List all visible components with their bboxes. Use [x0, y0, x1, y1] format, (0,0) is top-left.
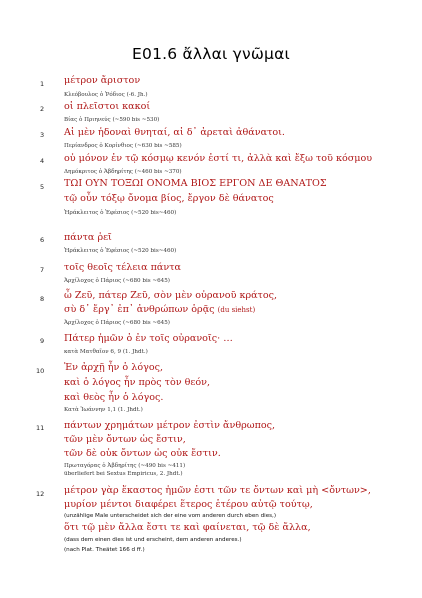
greek-line: καὶ θεὸς ἦν ὁ λόγος.	[64, 392, 164, 403]
quote-source: Ἡράκλειτος ὁ Ἐφέσιος (~520 bis~460)	[64, 248, 177, 254]
greek-line: οἱ πλεῖστοι κακοί	[64, 101, 151, 112]
translation-note: (dass dem einen dies ist und erscheint, dem anderen anderes.)	[64, 537, 242, 543]
greek-line: ΤΩΙ ΟΥΝ ΤΟΞΩΙ ΟΝΟΜΑ ΒΙΟΣ ΕΡΓΟΝ ΔΕ ΘΑΝΑΤΟΣ	[64, 178, 327, 189]
greek-line: τῶν δὲ οὐκ ὄντων ὡς οὐκ ἔστιν.	[64, 448, 221, 459]
entry-number: 3	[40, 131, 45, 139]
greek-line: μέτρον γὰρ ἕκαστος ἡμῶν ἐστι τῶν τε ὄντων καὶ μὴ <ὄντων>,	[64, 485, 371, 496]
greek-text: σὺ δ᾽ ἔργ᾽ ἐπ᾽ ἀνθρώπων ὁρᾷς	[64, 304, 215, 315]
quote-source: Κλεόβουλος ὁ Ῥόδιος (-6. Jh.)	[64, 92, 148, 98]
quote-source: Ἀρχίλοχος ὁ Πάριος (~680 bis ~645)	[64, 320, 170, 326]
greek-line: Αἱ μὲν ἡδοναὶ θνηταί, αἱ δ᾽ ἀρεταὶ ἀθάνατοι.	[64, 127, 285, 138]
greek-line: τῷ οὖν τόξῳ ὄνομα βίος, ἔργον δὲ θάνατος	[64, 193, 274, 204]
quote-source: Ἡράκλειτος ὁ Ἐφέσιος (~520 bis~460)	[64, 210, 177, 216]
greek-line	[64, 304, 255, 316]
entry-number: 8	[40, 295, 45, 303]
greek-line: οὐ μόνον ἐν τῷ κόσμῳ κενόν ἐστί τι, ἀλλὰ καὶ ἔξω τοῦ κόσμου	[64, 153, 373, 164]
entry-number: 7	[40, 266, 45, 274]
greek-line: καὶ ὁ λόγος ἦν πρὸς τὸν θεόν,	[64, 377, 211, 388]
quote-source-detail: überliefert bei Sextus Empiricus, 2. Jhdt.)	[64, 471, 183, 477]
greek-line: μέτρον ἄριστον	[64, 75, 141, 86]
inline-translation: (du siehst)	[217, 306, 256, 314]
entry-number: 5	[40, 183, 45, 191]
greek-line: τῶν μὲν ὄντων ὡς ἔστιν,	[64, 434, 186, 445]
greek-line: πάντων χρημάτων μέτρον ἐστὶν ἄνθρωπος,	[64, 420, 276, 431]
entry-number: 6	[40, 236, 45, 244]
greek-line: μυρίον μέντοι διαφέρει ἕτερος ἑτέρου αὐτῷ τούτῳ,	[64, 499, 313, 510]
quote-source: Κατὰ Ἰωάννην 1,1 (1. Jhdt.)	[64, 407, 143, 413]
quote-source: Βίας ὁ Πριηνεύς (~590 bis ~530)	[64, 117, 160, 123]
greek-line: τοῖς θεοῖς τέλεια πάντα	[64, 262, 181, 273]
entry-number: 12	[36, 490, 45, 498]
entry-number: 9	[40, 337, 45, 345]
greek-line: ὅτι τῷ μὲν ἄλλα ἔστι τε καὶ φαίνεται, τῷ δὲ ἄλλα,	[64, 522, 311, 533]
quote-source: Δημόκριτος ὁ Ἀβδηρίτης (~460 bis ~370)	[64, 169, 182, 175]
translation-note: (unzählige Male unterscheidet sich der eine vom anderen durch eben dies,)	[64, 513, 277, 519]
greek-line: Πάτερ ἡμῶν ὁ ἐν τοῖς οὐρανοῖς· …	[64, 333, 233, 344]
entry-number: 4	[40, 157, 45, 165]
quote-source: κατὰ Ματθαῖον 6, 9 (1. Jhdt.)	[64, 349, 148, 355]
greek-line: πάντα ῥεῖ	[64, 232, 112, 243]
quote-source: Περίανδρος ὁ Κορίνθιος (~630 bis ~585)	[64, 143, 182, 149]
entry-number: 1	[40, 80, 45, 88]
entry-number: 10	[36, 367, 45, 375]
quote-source: (nach Plat. Theätet 166 d ff.)	[64, 547, 145, 553]
page-title: E01.6 ἄλλαι γνῶμαι	[132, 45, 290, 63]
quote-source: Πρωταγόρας ὁ Ἀβδηρίτης (~490 bis ~411)	[64, 463, 186, 469]
quote-source: Ἀρχίλοχος ὁ Πάριος (~680 bis ~645)	[64, 278, 170, 284]
entry-number: 2	[40, 105, 45, 113]
greek-line: ὦ Ζεῦ, πάτερ Ζεῦ, σὸν μὲν οὐρανοῦ κράτος,	[64, 290, 278, 301]
greek-line: Ἐν ἀρχῇ ἦν ὁ λόγος,	[64, 362, 164, 373]
entry-number: 11	[36, 424, 45, 432]
